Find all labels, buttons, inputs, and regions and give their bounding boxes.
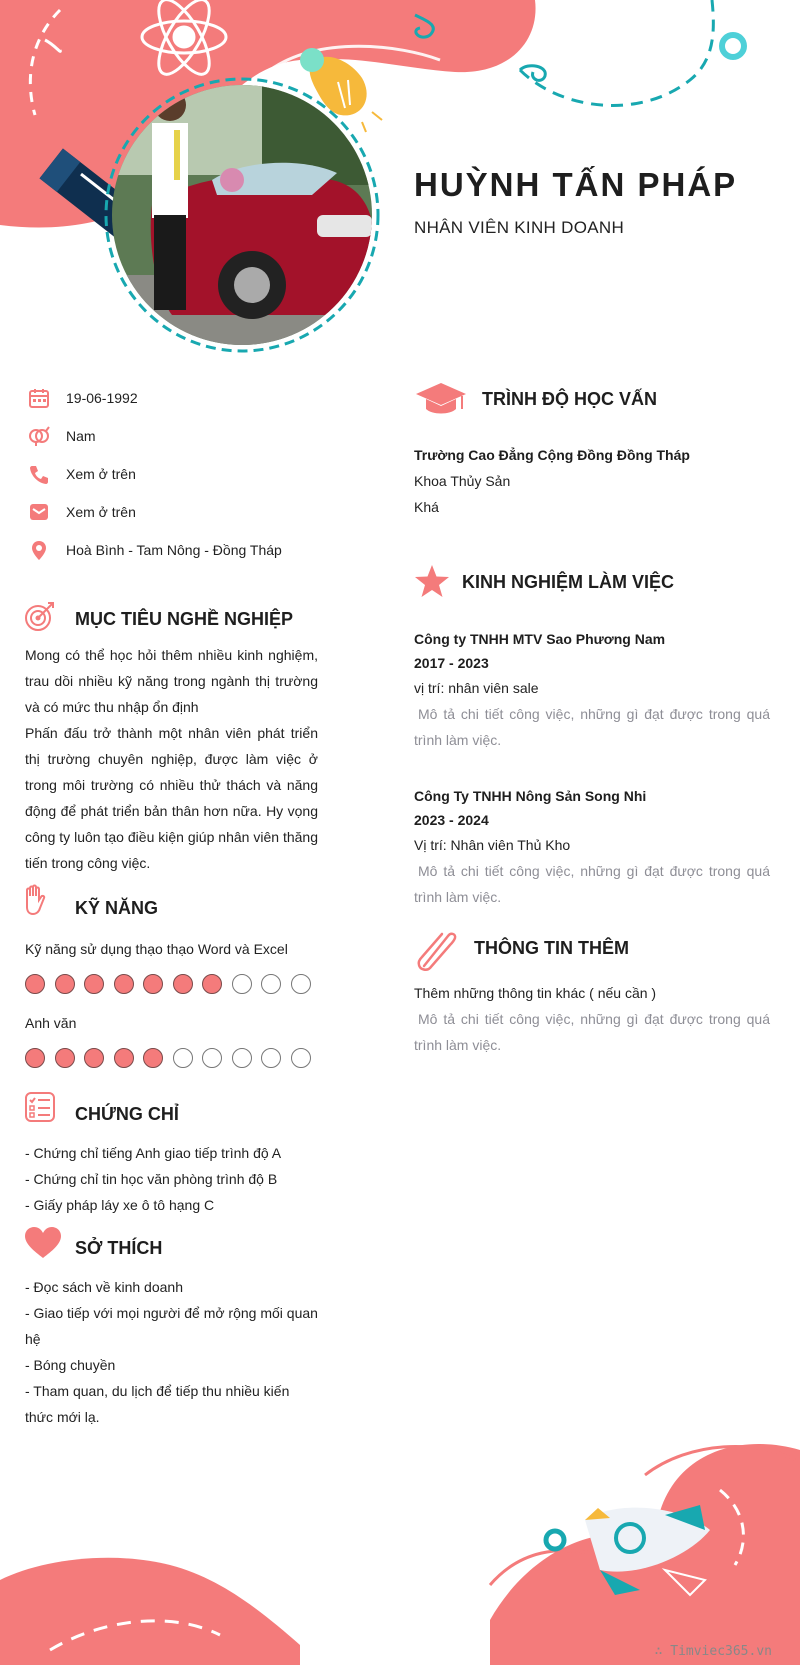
info-row-email [28, 499, 136, 525]
rating-dot [55, 1048, 75, 1068]
rating-dot [202, 1048, 222, 1068]
job-position: Vị trí: Nhân viên Thủ Kho [414, 837, 571, 853]
job-period: 2017 - 2023 [414, 655, 489, 671]
info-row-address [28, 537, 282, 563]
phone-icon [28, 463, 50, 485]
rating-dot [291, 1048, 311, 1068]
profile-photo [112, 85, 372, 345]
additional-text: Thêm những thông tin khác ( nếu cần ) [414, 985, 657, 1001]
rating-dot [84, 974, 104, 994]
rating-dot [232, 1048, 252, 1068]
mail-icon [28, 501, 50, 523]
info-email: Xem ở trên [66, 504, 136, 520]
paperclip-icon [414, 928, 460, 972]
rating-dot [25, 1048, 45, 1068]
section-title-skills: KỸ NĂNG [75, 898, 159, 918]
job-company: Công ty TNHH MTV Sao Phương Nam [414, 631, 666, 647]
rating-dot [55, 974, 75, 994]
gender-icon [28, 425, 50, 447]
skill-name-2: Anh văn [25, 1015, 77, 1031]
rating-dot [114, 974, 134, 994]
star-icon [414, 564, 450, 598]
skill-name-1: Kỹ năng sử dụng thạo thạo Word và Excel [25, 941, 288, 957]
location-icon [28, 539, 50, 561]
objective-text-1: Mong có thể học hỏi thêm nhiều kinh nghiệm, trau dồi nhiều kỹ năng trong ngành thị trường và có mức thu nhập ổn định [25, 647, 318, 715]
hobby-item: - Giao tiếp với mọi người để mở rộng mối quan hệ [25, 1305, 318, 1347]
section-title-additional: THÔNG TIN THÊM [474, 938, 629, 958]
rating-dot [143, 1048, 163, 1068]
rating-dot [202, 974, 222, 994]
section-title-certificates: CHỨNG CHỈ [75, 1104, 179, 1124]
hobby-item: - Đọc sách về kinh doanh [25, 1279, 183, 1295]
rating-dot [143, 974, 163, 994]
education-grade: Khá [414, 499, 439, 515]
education-major: Khoa Thủy Sản [414, 473, 511, 489]
target-icon [24, 600, 56, 632]
calendar-icon [28, 387, 50, 409]
objective-text-2: Phấn đấu trở thành một nhân viên phát triển thị trường chuyên nghiệp, được làm việc ở trong môi trường có nhiều thử thách và năng động để phát triển bản thân hơn nữa. Hy vọng công ty luôn tạo điều kiện giúp nhân viên thăng tiến trong công việc. [25, 725, 318, 871]
info-birthday: 19-06-1992 [66, 390, 138, 406]
job-period: 2023 - 2024 [414, 812, 489, 828]
job-company: Công Ty TNHH Nông Sản Song Nhi [414, 788, 647, 804]
job-description: Mô tả chi tiết công việc, những gì đạt được trong quá trình làm việc. [414, 706, 770, 748]
rating-dot [291, 974, 311, 994]
rating-dot [173, 1048, 193, 1068]
job-position: vị trí: nhân viên sale [414, 680, 539, 696]
section-title-education: TRÌNH ĐỘ HỌC VẤN [482, 389, 657, 409]
rating-dot [173, 974, 193, 994]
job-description: Mô tả chi tiết công việc, những gì đạt được trong quá trình làm việc. [414, 863, 770, 905]
additional-description: Mô tả chi tiết công việc, những gì đạt được trong quá trình làm việc. [414, 1011, 770, 1053]
info-row-gender [28, 423, 96, 449]
candidate-name: HUỲNH TẤN PHÁP [414, 166, 738, 203]
rating-dot [261, 1048, 281, 1068]
skill-rating-2 [25, 1048, 320, 1068]
hobby-item: - Bóng chuyền [25, 1357, 116, 1373]
info-gender: Nam [66, 428, 96, 444]
hobby-item: - Tham quan, du lịch để tiếp thu nhiều kiến thức mới lạ. [25, 1383, 290, 1425]
certificate-item: - Chứng chỉ tin học văn phòng trình độ B [25, 1171, 278, 1187]
watermark: ∴ Timviec365.vn [654, 1644, 772, 1659]
certificate-item: - Chứng chỉ tiếng Anh giao tiếp trình độ A [25, 1145, 282, 1161]
footer-decoration [0, 1430, 800, 1665]
info-row-phone [28, 461, 136, 487]
rating-dot [84, 1048, 104, 1068]
skill-rating-1 [25, 974, 320, 994]
section-title-hobbies: SỞ THÍCH [75, 1238, 163, 1258]
checklist-icon [24, 1091, 56, 1123]
heart-icon [24, 1226, 62, 1260]
hand-icon [22, 884, 48, 918]
rating-dot [25, 974, 45, 994]
candidate-job-title: NHÂN VIÊN KINH DOANH [414, 218, 625, 237]
certificate-item: - Giấy pháp láy xe ô tô hạng C [25, 1197, 215, 1213]
info-address: Hoà Bình - Tam Nông - Đồng Tháp [66, 542, 282, 558]
rating-dot [261, 974, 281, 994]
education-school: Trường Cao Đẳng Cộng Đồng Đồng Tháp [414, 447, 690, 463]
info-row-birthday [28, 385, 138, 411]
section-title-experience: KINH NGHIỆM LÀM VIỆC [462, 572, 675, 592]
rating-dot [114, 1048, 134, 1068]
info-phone: Xem ở trên [66, 466, 136, 482]
graduation-cap-icon [414, 381, 468, 417]
section-title-objective: MỤC TIÊU NGHỀ NGHIỆP [75, 609, 294, 629]
rating-dot [232, 974, 252, 994]
